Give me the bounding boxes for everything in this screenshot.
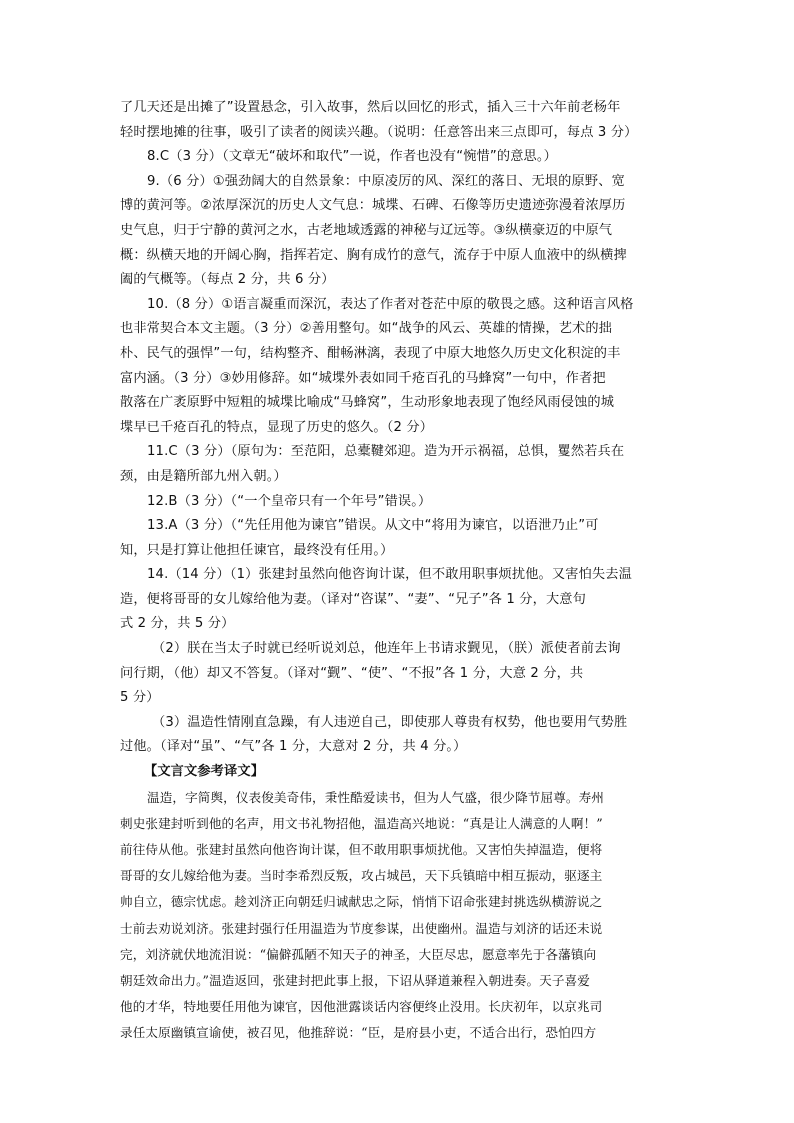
answer-line: 14.（14 分）（1）张建封虽然向他咨询计谋，但不敢用职事烦扰他。又害怕失去温 <box>147 567 632 583</box>
answer-line: 朴、民气的强悍”一句，结构整齐、酣畅淋漓，表现了中原大地悠久历史文化积淀的丰 <box>120 345 621 361</box>
answer-line: 知，只是打算让他担任谏官，最终没有任用。） <box>120 542 394 558</box>
answer-line: 13.A（3 分）（“先任用他为谏官”错误。从文中“将用为谏官，以语泄乃止”可 <box>147 518 599 534</box>
translation-line: 录任太原幽镇宣谕使，被召见，他推辞说：“臣，是府县小吏，不适合出行，恐怕四方 <box>120 1025 597 1041</box>
translation-line: 前往侍从他。张建封虽然向他咨询计谋，但不敢用职事烦扰他。又害怕失掉温造，便将 <box>120 842 603 857</box>
answer-line: 10.（8 分）①语言凝重而深沉，表达了作者对苍茫中原的敬畏之感。这种语言风格 <box>147 296 634 312</box>
translation-line: 刺史张建封听到他的名声，用文书礼物招他，温造高兴地说：“真是让人满意的人啊！” <box>120 815 603 831</box>
translation-lines <box>120 785 676 1047</box>
answer-line: 造，便将哥哥的女儿嫁给他为妻。（译对“咨谋”、“妻”、“兄子”各 1 分，大意句 <box>120 591 586 607</box>
answer-line: 散落在广袤原野中短粗的城堞比喻成“马蜂窝”，生动形象地表现了饱经风雨侵蚀的城 <box>120 395 615 411</box>
answer-line: 博的黄河等。②浓厚深沉的历史人文气息：城堞、石碑、石像等历史遗迹弥漫着浓厚历 <box>120 198 626 214</box>
answer-line: 了几天还是出摊了”设置悬念，引入故事，然后以回忆的形式，插入三十六年前老杨年 <box>120 100 621 115</box>
answer-lines <box>120 96 676 760</box>
answer-line: 阖的气概等。（每点 2 分，共 6 分） <box>120 272 335 288</box>
answer-line: 堞早已千疮百孔的特点，显现了历史的悠久。（2 分） <box>120 419 434 435</box>
answer-line: 概：纵横天地的开阔心胸，指挥若定、胸有成竹的意气，流存于中原人血液中的纵横捭 <box>120 247 627 263</box>
answer-line: 富内涵。（3 分）③妙用修辞。如“城堞外表如同千疮百孔的马蜂窝”一句中，作者把 <box>120 370 606 386</box>
translation-line: 士前去劝说刘济。张建封强行任用温造为节度参谋，出使幽州。温造与刘济的话还未说 <box>120 920 603 936</box>
answer-line: 颈，由是籍所部九州入朝。） <box>120 468 287 484</box>
answer-line: 式 2 分，共 5 分） <box>120 616 235 632</box>
translation-line: 他的才华，特地要任用他为谏官，因他泄露谈话内容便终止没用。长庆初年，以京兆司 <box>120 999 603 1015</box>
answer-line: 5 分） <box>120 690 160 706</box>
answer-line: 8.C（3 分）（文章无“破坏和取代”一说，作者也没有“惋惜”的意思。） <box>147 149 557 165</box>
translation-line: 完，刘济就伏地流泪说：“偏僻孤陋不知天子的神圣，大臣尽忠，愿意率先于各藩镇向 <box>120 946 597 962</box>
answer-line: （3）温造性情刚直急躁，有人违逆自己，即使那人尊贵有权势，他也要用气势胜 <box>152 714 628 730</box>
answer-line: 过他。（译对“虽”、“气”各 1 分，大意对 2 分，共 4 分。） <box>120 739 467 755</box>
translation-line: 哥哥的女儿嫁给他为妻。当时李希烈反叛，攻占城邑，天下兵镇暗中相互振动，驱逐主 <box>120 868 603 884</box>
answer-line: 11.C（3 分）（原句为：至范阳，总橐鞬郊迎。造为开示祸福，总惧，矍然若兵在 <box>147 444 625 460</box>
answer-line: 问行期，（他）却又不答复。（译对“觐”、“使”、“不报”各 1 分，大意 2 分，共 <box>120 665 584 681</box>
answer-line: 9.（6 分）①强劲阔大的自然景象：中原凌厉的风、深红的落日、无垠的原野、宽 <box>147 173 625 189</box>
translation-line: 朝廷效命出力。”温造返回，张建封把此事上报，下诏从驿道兼程入朝进奏。天子喜爱 <box>120 972 590 988</box>
answer-text-block <box>120 96 676 1047</box>
answer-line: 12.B（3 分）（“一个皇帝只有一个年号”错误。） <box>147 493 432 509</box>
translation-heading: 【文言文参考译文】 <box>144 764 265 780</box>
answer-line: （2）朕在当太子时就已经听说刘总，他连年上书请求觐见，（朕）派使者前去询 <box>152 641 621 657</box>
translation-line: 温造，字简舆，仪表俊美奇伟，秉性酷爱读书，但为人气盛，很少降节屈尊。寿州 <box>147 789 604 805</box>
translation-line: 帅自立，德宗忧虑。趁刘济正向朝廷归诚献忠之际，悄悄下诏命张建封挑选纵横游说之 <box>120 894 603 910</box>
answer-line: 史气息，归于宁静的黄河之水，古老地域透露的神秘与辽远等。③纵横豪迈的中原气 <box>120 222 613 238</box>
answer-line: 也非常契合本文主题。（3 分）②善用整句。如“战争的风云、英雄的情操，艺术的拙 <box>120 321 613 337</box>
answer-line: 轻时摆地摊的往事，吸引了读者的阅读兴趣。（说明：任意答出来三点即可，每点 3 分） <box>120 124 638 140</box>
